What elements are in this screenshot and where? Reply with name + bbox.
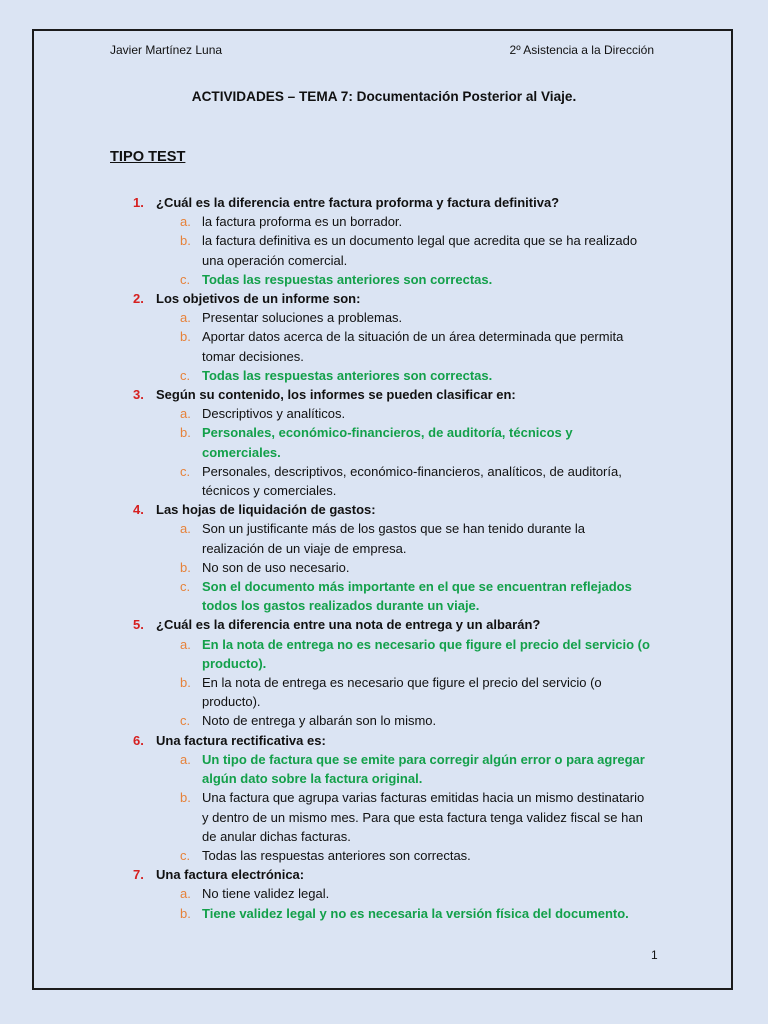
- question-number: 3.: [133, 387, 144, 403]
- answer-option: [0, 577, 768, 615]
- question-number: 1.: [133, 195, 144, 210]
- answer-option: [0, 327, 768, 365]
- question-text: Una factura rectificativa es:: [156, 732, 326, 748]
- answer-option: [0, 270, 768, 289]
- option-text: Noto de entrega y albarán son lo mismo.: [202, 713, 437, 729]
- option-letter: a.: [180, 886, 191, 902]
- option-letter: b.: [180, 233, 191, 249]
- option-text: Todas las respuestas anteriores son correctas.: [202, 847, 471, 863]
- course-name: 2º Asistencia a la Dirección: [509, 43, 654, 57]
- option-letter: c.: [180, 463, 191, 479]
- question-item: [0, 731, 768, 750]
- option-text: No son de uso necesario.: [202, 559, 350, 575]
- answer-option: [0, 462, 768, 500]
- option-letter: c.: [180, 713, 191, 729]
- option-text: Personales, descriptivos, económico-financieros, analíticos, de auditoría, técnicos y comerciales.: [202, 463, 622, 499]
- answer-option: [0, 231, 768, 269]
- option-letter: a.: [180, 636, 191, 652]
- question-item: [0, 385, 768, 404]
- option-text: la factura definitiva es un documento legal que acredita que se ha realizado una operación comercial.: [202, 233, 638, 268]
- question-item: [0, 615, 768, 634]
- answer-option: [0, 366, 768, 385]
- option-letter: b.: [180, 905, 191, 921]
- answer-option: [0, 635, 768, 673]
- question-number: 2.: [133, 291, 144, 307]
- question-text: Las hojas de liquidación de gastos:: [156, 502, 376, 518]
- option-letter: a.: [180, 521, 191, 537]
- question-text: Los objetivos de un informe son:: [156, 291, 361, 307]
- author-name: Javier Martínez Luna: [110, 43, 223, 57]
- correct-option-text: Personales, económico-financieros, de auditoría, técnicos y comerciales.: [202, 425, 573, 460]
- document-title: ACTIVIDADES – TEMA 7: Documentación Posterior al Viaje.: [191, 89, 577, 104]
- correct-option-text: Todas las respuestas anteriores son correctas.: [202, 271, 493, 287]
- question-number: 4.: [133, 502, 144, 518]
- answer-option: [0, 212, 768, 231]
- option-text: Aportar datos acerca de la situación de un área determinada que permita tomar decisiones.: [202, 329, 624, 364]
- answer-option: [0, 788, 768, 846]
- option-text: No tiene validez legal.: [202, 886, 330, 902]
- option-letter: c.: [180, 271, 191, 287]
- question-number: 5.: [133, 617, 144, 633]
- option-letter: a.: [180, 406, 191, 422]
- answer-option: [0, 673, 768, 711]
- correct-option-text: Todas las respuestas anteriores son correctas.: [202, 367, 493, 383]
- option-text: En la nota de entrega es necesario que figure el precio del servicio (o producto).: [202, 675, 602, 710]
- question-item: [0, 500, 768, 519]
- option-letter: c.: [180, 579, 191, 595]
- option-letter: c.: [180, 367, 191, 383]
- option-text: Presentar soluciones a problemas.: [202, 310, 403, 326]
- answer-option: [0, 404, 768, 423]
- option-letter: a.: [180, 214, 191, 230]
- option-text: la factura proforma es un borrador.: [202, 214, 403, 230]
- answer-option: [0, 519, 768, 557]
- option-text: Descriptivos y analíticos.: [202, 406, 346, 422]
- option-letter: c.: [180, 847, 191, 863]
- question-text: Una factura electrónica:: [156, 867, 305, 883]
- answer-option: [0, 423, 768, 461]
- option-letter: b.: [180, 329, 191, 345]
- option-letter: a.: [180, 751, 191, 767]
- correct-option-text: Son el documento más importante en el que se encuentran reflejados todos los gastos realizados durante un viaje.: [202, 579, 632, 614]
- section-heading: TIPO TEST: [110, 149, 186, 165]
- page-number: 1: [651, 948, 658, 962]
- correct-option-text: Un tipo de factura que se emite para corregir algún error o para agregar algún dato sobre la factura original.: [202, 751, 645, 787]
- option-letter: b.: [180, 675, 191, 691]
- question-text: Según su contenido, los informes se pueden clasificar en:: [156, 387, 516, 403]
- answer-option: [0, 904, 768, 923]
- option-text: Son un justificante más de los gastos que se han tenido durante la realización de un viaje de empresa.: [202, 521, 586, 556]
- question-list: [0, 193, 768, 923]
- question-item: [0, 193, 768, 212]
- page-header: [110, 43, 654, 57]
- option-text: Una factura que agrupa varias facturas emitidas hacia un mismo destinatario y dentro de un mismo mes. Para que esta factura tenga validez fiscal se han de anular dichas facturas.: [202, 790, 645, 844]
- option-letter: b.: [180, 790, 191, 806]
- question-text: ¿Cuál es la diferencia entre una nota de entrega y un albarán?: [156, 617, 541, 633]
- question-number: 7.: [133, 867, 144, 883]
- question-number: 6.: [133, 732, 144, 748]
- answer-option: [0, 884, 768, 903]
- answer-option: [0, 711, 768, 730]
- question-item: [0, 865, 768, 884]
- answer-option: [0, 558, 768, 577]
- option-letter: a.: [180, 310, 191, 326]
- question-item: [0, 289, 768, 308]
- correct-option-text: Tiene validez legal y no es necesaria la versión física del documento.: [202, 905, 629, 921]
- option-letter: b.: [180, 559, 191, 575]
- correct-option-text: En la nota de entrega no es necesario que figure el precio del servicio (o producto).: [202, 636, 650, 671]
- answer-option: [0, 750, 768, 788]
- answer-option: [0, 308, 768, 327]
- question-text: ¿Cuál es la diferencia entre factura proforma y factura definitiva?: [156, 195, 560, 210]
- answer-option: [0, 846, 768, 865]
- option-letter: b.: [180, 425, 191, 441]
